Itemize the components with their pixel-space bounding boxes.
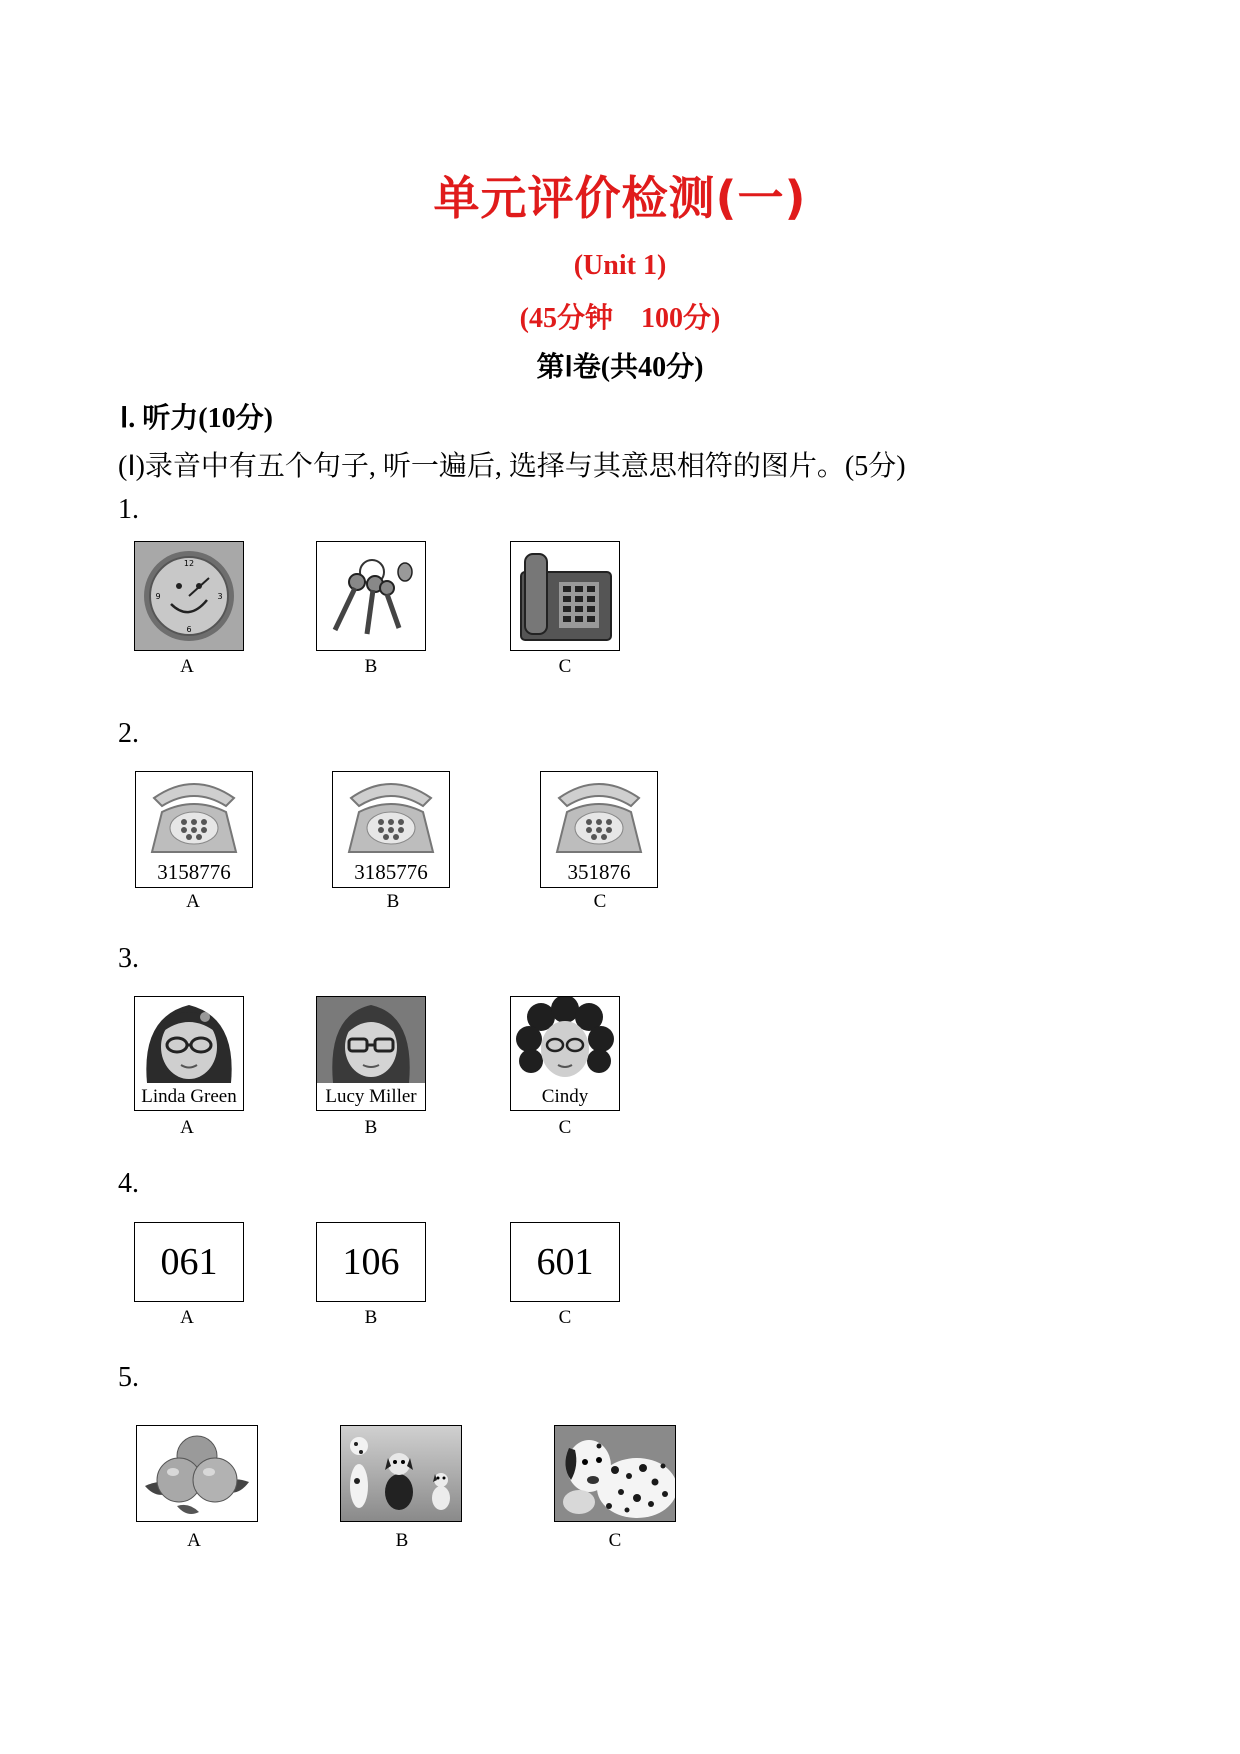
option-b-image	[332, 771, 450, 888]
number-card: 601	[536, 1241, 594, 1283]
girl-portrait-icon	[317, 997, 425, 1083]
option-label: B	[395, 1530, 409, 1551]
question-number: 1.	[118, 494, 139, 525]
option-c-image	[540, 771, 658, 888]
option-label: C	[558, 1307, 572, 1328]
girl-portrait-icon	[511, 997, 619, 1083]
option-b-image	[316, 541, 426, 651]
option-c-image	[510, 1222, 620, 1302]
fax-phone-icon	[511, 542, 619, 650]
dogs-icon	[341, 1426, 461, 1521]
dalmatian-icon	[555, 1426, 675, 1521]
svg-text:3: 3	[217, 592, 223, 601]
option-label: A	[186, 891, 200, 912]
phone-number-caption: 351876	[541, 860, 657, 885]
telephone-icon	[136, 772, 252, 862]
option-c-image	[554, 1425, 676, 1522]
number-card: 106	[342, 1241, 400, 1283]
svg-text:12: 12	[183, 559, 195, 568]
option-label: C	[608, 1530, 622, 1551]
option-c-image	[510, 541, 620, 651]
question-number: 3.	[118, 943, 139, 974]
option-label: A	[180, 1307, 194, 1328]
option-c-image	[510, 996, 620, 1111]
page-title: 单元评价检测(一)	[433, 171, 807, 225]
question-number: 2.	[118, 718, 139, 749]
option-a-image	[134, 996, 244, 1111]
telephone-icon	[541, 772, 657, 862]
option-a-image	[134, 1222, 244, 1302]
svg-text:9: 9	[155, 592, 161, 601]
girl-portrait-icon	[135, 997, 243, 1083]
option-label: A	[180, 656, 194, 677]
option-label: B	[364, 1117, 378, 1138]
phone-number-caption: 3158776	[136, 860, 252, 885]
option-label: B	[364, 656, 378, 677]
question-number: 5.	[118, 1362, 139, 1393]
number-card: 061	[160, 1241, 218, 1283]
clock-icon	[135, 542, 243, 650]
option-a-image	[136, 1425, 258, 1522]
keys-icon	[317, 542, 425, 650]
option-label: C	[558, 1117, 572, 1138]
option-b-image	[316, 996, 426, 1111]
option-label: B	[364, 1307, 378, 1328]
option-label: A	[180, 1117, 194, 1138]
phone-number-caption: 3185776	[333, 860, 449, 885]
volume-title: 第Ⅰ卷(共40分)	[536, 352, 704, 383]
section-title: Ⅰ. 听力(10分)	[120, 403, 273, 434]
option-label: B	[386, 891, 400, 912]
name-caption: Lucy Miller	[317, 1086, 425, 1108]
name-caption: Cindy	[511, 1086, 619, 1108]
option-b-image	[316, 1222, 426, 1302]
option-label: C	[593, 891, 607, 912]
option-label: A	[187, 1530, 201, 1551]
option-b-image	[340, 1425, 462, 1522]
telephone-icon	[333, 772, 449, 862]
time-score: (45分钟 100分)	[519, 303, 721, 334]
question-number: 4.	[118, 1168, 139, 1199]
name-caption: Linda Green	[135, 1086, 243, 1108]
oranges-icon	[137, 1426, 257, 1521]
instruction: (Ⅰ)录音中有五个句子, 听一遍后, 选择与其意思相符的图片。(5分)	[118, 451, 906, 482]
unit-subtitle: (Unit 1)	[573, 250, 667, 281]
option-a-image	[135, 771, 253, 888]
option-a-image	[134, 541, 244, 651]
option-label: C	[558, 656, 572, 677]
svg-text:6: 6	[186, 625, 192, 634]
